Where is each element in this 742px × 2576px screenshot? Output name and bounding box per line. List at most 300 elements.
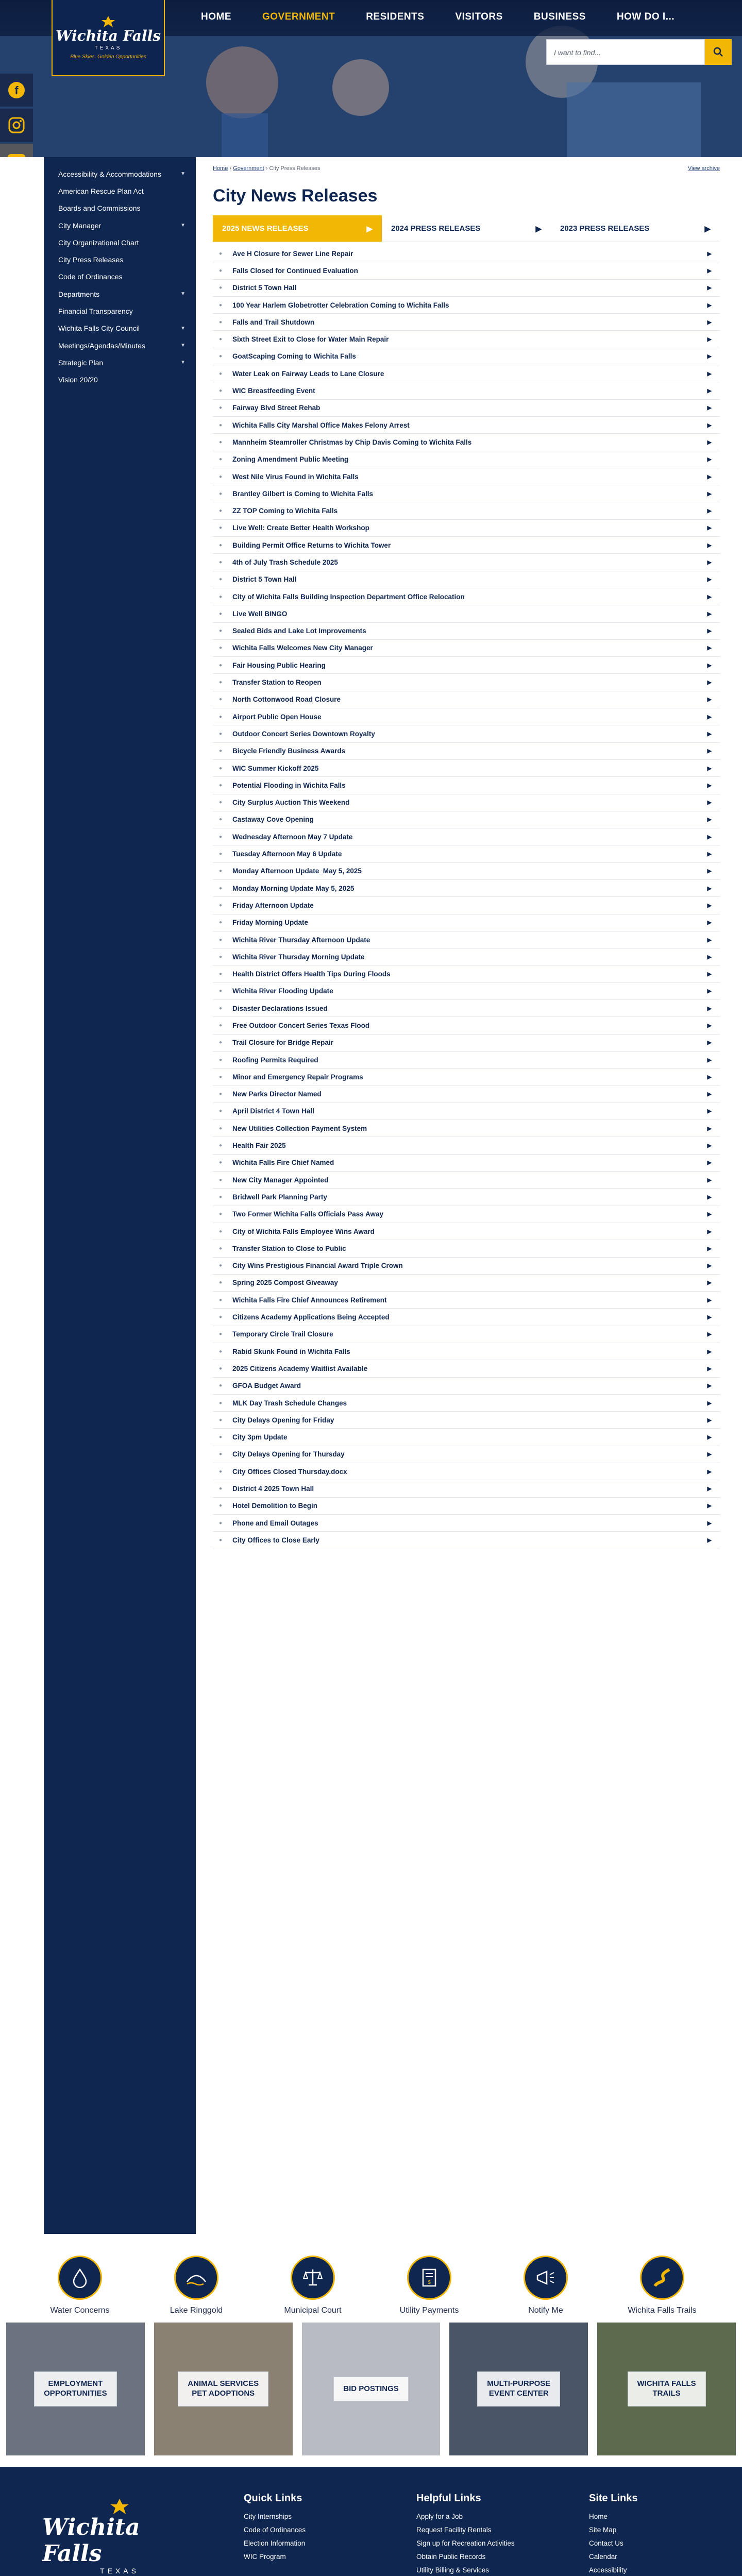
footer-link[interactable]: Code of Ordinances: [244, 2526, 306, 2534]
list-item[interactable]: [213, 1258, 720, 1275]
list-item[interactable]: [213, 1223, 720, 1240]
tile-trails[interactable]: [597, 2323, 736, 2455]
chevron-right-icon[interactable]: ▶: [707, 988, 712, 995]
list-item[interactable]: [213, 674, 720, 691]
list-item[interactable]: [213, 948, 720, 965]
chevron-right-icon[interactable]: ▶: [707, 422, 712, 429]
list-item[interactable]: [213, 1086, 720, 1103]
chevron-right-icon[interactable]: ▶: [707, 765, 712, 772]
chevron-right-icon[interactable]: ▶: [707, 1348, 712, 1355]
release-title[interactable]: Outdoor Concert Series Downtown Royalty: [232, 730, 375, 738]
chevron-right-icon[interactable]: ▶: [707, 697, 712, 703]
list-item[interactable]: [213, 451, 720, 468]
chevron-right-icon: ▶: [366, 224, 373, 233]
release-title[interactable]: WIC Breastfeeding Event: [232, 387, 315, 395]
chevron-right-icon[interactable]: ▶: [707, 1245, 712, 1252]
chevron-right-icon[interactable]: ▶: [707, 662, 712, 669]
release-title[interactable]: City Delays Opening for Thursday: [232, 1450, 345, 1459]
footer-link[interactable]: Apply for a Job: [416, 2513, 463, 2520]
chevron-right-icon[interactable]: ▶: [707, 1486, 712, 1493]
release-title[interactable]: District 5 Town Hall: [232, 575, 297, 584]
release-title[interactable]: Transfer Station to Close to Public: [232, 1244, 346, 1252]
list-item[interactable]: [213, 691, 720, 708]
quick-link-utility-payments[interactable]: [391, 2256, 468, 2323]
chevron-right-icon[interactable]: ▶: [707, 851, 712, 858]
tab-label: 2023 PRESS RELEASES: [560, 224, 650, 233]
search-button[interactable]: [705, 39, 732, 65]
view-archive-link[interactable]: View archive: [687, 165, 720, 172]
chevron-right-icon[interactable]: ▶: [707, 1314, 712, 1321]
chevron-right-icon[interactable]: ▶: [707, 405, 712, 412]
list-item[interactable]: [213, 1035, 720, 1052]
list-item[interactable]: [213, 1189, 720, 1206]
list-item[interactable]: [213, 931, 720, 948]
tab-2024-press[interactable]: [382, 215, 551, 242]
list-item[interactable]: [213, 1275, 720, 1292]
list-item[interactable]: [213, 1498, 720, 1515]
release-title[interactable]: Minor and Emergency Repair Programs: [232, 1073, 363, 1081]
list-item[interactable]: [213, 1137, 720, 1154]
chevron-down-icon[interactable]: ▼: [180, 223, 185, 229]
release-title[interactable]: City Delays Opening for Friday: [232, 1416, 334, 1424]
release-title[interactable]: North Cottonwood Road Closure: [232, 696, 341, 704]
chevron-right-icon[interactable]: ▶: [707, 1177, 712, 1183]
chevron-right-icon[interactable]: ▶: [707, 937, 712, 943]
release-title[interactable]: Falls and Trail Shutdown: [232, 318, 315, 326]
list-item[interactable]: [213, 811, 720, 828]
list-item[interactable]: [213, 708, 720, 725]
chevron-right-icon[interactable]: ▶: [707, 611, 712, 617]
release-title[interactable]: WIC Summer Kickoff 2025: [232, 764, 319, 772]
chevron-right-icon[interactable]: ▶: [707, 1091, 712, 1098]
bullet-icon: ●: [219, 1400, 223, 1406]
list-item[interactable]: [213, 485, 720, 502]
list-item[interactable]: [213, 914, 720, 931]
release-title[interactable]: New Parks Director Named: [232, 1090, 322, 1098]
quick-link-water-concerns[interactable]: [41, 2256, 119, 2323]
chevron-right-icon[interactable]: ▶: [707, 319, 712, 326]
breadcrumb-government[interactable]: Government: [233, 165, 264, 172]
chevron-right-icon[interactable]: ▶: [707, 1108, 712, 1115]
release-title[interactable]: Monday Afternoon Update_May 5, 2025: [232, 867, 362, 875]
search-input[interactable]: I want to find...: [546, 39, 705, 65]
release-title[interactable]: GoatScaping Coming to Wichita Falls: [232, 352, 356, 361]
list-item[interactable]: [213, 1172, 720, 1189]
instagram-link[interactable]: [0, 109, 33, 142]
chevron-right-icon[interactable]: ▶: [707, 1194, 712, 1200]
list-item[interactable]: [213, 897, 720, 914]
list-item[interactable]: [213, 725, 720, 742]
chevron-right-icon[interactable]: ▶: [707, 1228, 712, 1235]
chevron-right-icon[interactable]: ▶: [707, 1005, 712, 1012]
chevron-right-icon[interactable]: ▶: [707, 439, 712, 446]
footer-link[interactable]: Request Facility Rentals: [416, 2526, 492, 2534]
footer-link[interactable]: Utility Billing & Services: [416, 2566, 490, 2574]
list-item[interactable]: [213, 297, 720, 314]
chevron-right-icon[interactable]: ▶: [707, 834, 712, 840]
release-title[interactable]: Temporary Circle Trail Closure: [232, 1330, 333, 1338]
list-item[interactable]: [213, 640, 720, 657]
chevron-right-icon[interactable]: ▶: [707, 1503, 712, 1510]
chevron-down-icon[interactable]: ▼: [180, 291, 185, 297]
list-item[interactable]: [213, 1206, 720, 1223]
release-title[interactable]: Live Well BINGO: [232, 609, 288, 618]
list-item[interactable]: [213, 1412, 720, 1429]
list-item[interactable]: [213, 314, 720, 331]
release-title[interactable]: Wichita Falls Fire Chief Announces Retirement: [232, 1296, 387, 1304]
list-item[interactable]: [213, 1395, 720, 1412]
release-title[interactable]: Wichita Falls City Marshal Office Makes Felony Arrest: [232, 421, 410, 429]
list-item[interactable]: [213, 1017, 720, 1034]
list-item[interactable]: [213, 588, 720, 605]
release-title[interactable]: City of Wichita Falls Building Inspection Department Office Relocation: [232, 592, 465, 601]
chevron-right-icon[interactable]: ▶: [707, 525, 712, 532]
chevron-right-icon[interactable]: ▶: [707, 508, 712, 515]
list-item[interactable]: [213, 1480, 720, 1497]
list-item[interactable]: [213, 965, 720, 982]
release-title[interactable]: Sealed Bids and Lake Lot Improvements: [232, 627, 366, 635]
chevron-right-icon[interactable]: ▶: [707, 1125, 712, 1132]
release-title[interactable]: 100 Year Harlem Globetrotter Celebration Coming to Wichita Falls: [232, 301, 449, 309]
release-title[interactable]: Water Leak on Fairway Leads to Lane Closure: [232, 369, 384, 378]
quick-link-trails[interactable]: [623, 2256, 701, 2323]
list-item[interactable]: [213, 1069, 720, 1086]
list-item[interactable]: [213, 1000, 720, 1017]
release-title[interactable]: Fairway Blvd Street Rehab: [232, 404, 321, 412]
chevron-right-icon[interactable]: ▶: [707, 285, 712, 292]
list-item[interactable]: [213, 348, 720, 365]
chevron-right-icon[interactable]: ▶: [707, 731, 712, 737]
sidebar-item[interactable]: [44, 268, 196, 285]
release-title[interactable]: Monday Morning Update May 5, 2025: [232, 884, 355, 892]
release-title[interactable]: Brantley Gilbert is Coming to Wichita Falls: [232, 489, 373, 498]
quick-link-municipal-court[interactable]: [274, 2256, 351, 2323]
release-title[interactable]: Ave H Closure for Sewer Line Repair: [232, 249, 353, 258]
bullet-icon: ●: [219, 1160, 223, 1166]
release-title[interactable]: Spring 2025 Compost Giveaway: [232, 1279, 338, 1287]
chevron-right-icon[interactable]: ▶: [707, 267, 712, 274]
release-title[interactable]: Disaster Declarations Issued: [232, 1004, 328, 1012]
chevron-right-icon[interactable]: ▶: [707, 1040, 712, 1046]
chevron-right-icon[interactable]: ▶: [707, 1468, 712, 1475]
list-item[interactable]: [213, 863, 720, 880]
list-item[interactable]: [213, 1120, 720, 1137]
chevron-right-icon[interactable]: ▶: [707, 1023, 712, 1029]
release-title[interactable]: District 5 Town Hall: [232, 284, 297, 292]
release-title[interactable]: Bridwell Park Planning Party: [232, 1193, 327, 1201]
chevron-right-icon[interactable]: ▶: [707, 1280, 712, 1286]
chevron-right-icon[interactable]: ▶: [707, 954, 712, 960]
list-item[interactable]: [213, 262, 720, 279]
release-title[interactable]: Bicycle Friendly Business Awards: [232, 747, 346, 755]
list-item[interactable]: [213, 1360, 720, 1377]
release-title[interactable]: City Offices to Close Early: [232, 1536, 319, 1544]
release-title[interactable]: Falls Closed for Continued Evaluation: [232, 266, 358, 275]
footer-link[interactable]: Accessibility: [589, 2566, 627, 2574]
chevron-right-icon[interactable]: ▶: [707, 1417, 712, 1423]
list-item[interactable]: [213, 537, 720, 554]
tile-bid-postings[interactable]: [302, 2323, 441, 2455]
chevron-right-icon[interactable]: ▶: [707, 645, 712, 652]
list-item[interactable]: [213, 1446, 720, 1463]
list-item[interactable]: [213, 1052, 720, 1069]
list-item[interactable]: [213, 331, 720, 348]
release-title[interactable]: New Utilities Collection Payment System: [232, 1124, 367, 1132]
footer-link[interactable]: City Internships: [244, 2513, 292, 2520]
release-title[interactable]: Health Fair 2025: [232, 1142, 286, 1150]
footer-link[interactable]: Calendar: [589, 2553, 617, 2561]
release-title[interactable]: Friday Morning Update: [232, 919, 309, 927]
release-title[interactable]: City Wins Prestigious Financial Award Triple Crown: [232, 1262, 403, 1270]
chevron-right-icon[interactable]: ▶: [707, 1331, 712, 1338]
release-title[interactable]: Castaway Cove Opening: [232, 816, 314, 824]
release-title[interactable]: Hotel Demolition to Begin: [232, 1502, 318, 1510]
sidebar-item[interactable]: [44, 182, 196, 199]
release-title[interactable]: City Surplus Auction This Weekend: [232, 799, 350, 807]
release-title[interactable]: Rabid Skunk Found in Wichita Falls: [232, 1347, 350, 1355]
nav-business[interactable]: BUSINESS: [533, 11, 586, 22]
list-item[interactable]: [213, 365, 720, 382]
chevron-right-icon[interactable]: ▶: [707, 1143, 712, 1149]
chevron-right-icon[interactable]: ▶: [707, 680, 712, 686]
sidebar-item[interactable]: [44, 354, 196, 371]
bullet-icon: ●: [219, 680, 223, 686]
list-item[interactable]: [213, 1309, 720, 1326]
sidebar-item[interactable]: [44, 234, 196, 251]
footer-logo[interactable]: [42, 2492, 197, 2576]
release-title[interactable]: Tuesday Afternoon May 6 Update: [232, 850, 342, 858]
youtube-link[interactable]: [0, 144, 33, 157]
release-title[interactable]: Wichita Falls Fire Chief Named: [232, 1159, 334, 1167]
release-title[interactable]: City of Wichita Falls Employee Wins Award: [232, 1227, 375, 1235]
list-item[interactable]: [213, 1532, 720, 1549]
release-title[interactable]: Free Outdoor Concert Series Texas Flood: [232, 1022, 370, 1029]
release-title[interactable]: Live Well: Create Better Health Workshop: [232, 524, 369, 532]
sidebar-item[interactable]: [44, 217, 196, 234]
release-title[interactable]: Wichita Falls Welcomes New City Manager: [232, 644, 373, 652]
sidebar-item[interactable]: [44, 165, 196, 182]
release-title[interactable]: New City Manager Appointed: [232, 1176, 329, 1184]
chevron-right-icon[interactable]: ▶: [707, 353, 712, 360]
release-title[interactable]: Airport Public Open House: [232, 713, 322, 721]
release-title[interactable]: Wichita River Flooding Update: [232, 987, 333, 995]
chevron-down-icon[interactable]: ▼: [180, 343, 185, 349]
chevron-down-icon[interactable]: ▼: [180, 325, 185, 331]
chevron-right-icon[interactable]: ▶: [707, 782, 712, 789]
chevron-right-icon[interactable]: ▶: [707, 559, 712, 566]
release-title[interactable]: Mannheim Steamroller Christmas by Chip Davis Coming to Wichita Falls: [232, 438, 472, 446]
nav-home[interactable]: HOME: [201, 11, 231, 22]
list-item[interactable]: [213, 743, 720, 760]
list-item[interactable]: [213, 280, 720, 297]
list-item[interactable]: [213, 828, 720, 845]
list-item[interactable]: [213, 245, 720, 262]
nav-visitors[interactable]: VISITORS: [455, 11, 503, 22]
chevron-right-icon[interactable]: ▶: [707, 1434, 712, 1441]
list-item[interactable]: [213, 1378, 720, 1395]
release-title[interactable]: Wichita River Thursday Afternoon Update: [232, 936, 370, 944]
chevron-right-icon[interactable]: ▶: [707, 577, 712, 583]
release-title[interactable]: City 3pm Update: [232, 1433, 288, 1442]
tile-animal-services[interactable]: [154, 2323, 293, 2455]
list-item[interactable]: [213, 1103, 720, 1120]
release-title[interactable]: Citizens Academy Applications Being Accepted: [232, 1313, 390, 1321]
star-icon: [98, 16, 119, 27]
list-item[interactable]: [213, 468, 720, 485]
release-title[interactable]: Zoning Amendment Public Meeting: [232, 455, 349, 464]
release-title[interactable]: Two Former Wichita Falls Officials Pass Away: [232, 1210, 384, 1218]
list-item[interactable]: [213, 1240, 720, 1257]
chevron-right-icon[interactable]: ▶: [707, 971, 712, 978]
chevron-right-icon[interactable]: ▶: [707, 1057, 712, 1063]
chevron-right-icon[interactable]: ▶: [707, 302, 712, 309]
nav-residents[interactable]: RESIDENTS: [366, 11, 425, 22]
release-title[interactable]: Phone and Email Outages: [232, 1519, 318, 1527]
chevron-right-icon[interactable]: ▶: [707, 1365, 712, 1372]
chevron-down-icon[interactable]: ▼: [180, 171, 185, 177]
list-item[interactable]: [213, 845, 720, 862]
chevron-right-icon[interactable]: ▶: [707, 473, 712, 480]
release-title[interactable]: 4th of July Trash Schedule 2025: [232, 558, 338, 566]
chevron-right-icon[interactable]: ▶: [707, 456, 712, 463]
chevron-down-icon[interactable]: ▼: [180, 360, 185, 366]
release-title[interactable]: District 4 2025 Town Hall: [232, 1485, 314, 1493]
chevron-right-icon[interactable]: ▶: [707, 1074, 712, 1080]
list-item[interactable]: [213, 880, 720, 897]
release-title[interactable]: Transfer Station to Reopen: [232, 679, 322, 687]
release-title[interactable]: Friday Afternoon Update: [232, 901, 314, 909]
facebook-link[interactable]: [0, 74, 33, 107]
chevron-right-icon[interactable]: ▶: [707, 336, 712, 343]
footer-link[interactable]: Site Map: [589, 2526, 617, 2534]
list-item[interactable]: [213, 760, 720, 777]
nav-government[interactable]: GOVERNMENT: [262, 11, 335, 22]
chevron-right-icon[interactable]: ▶: [707, 748, 712, 755]
bullet-icon: ●: [219, 662, 223, 668]
footer-link[interactable]: WIC Program: [244, 2553, 286, 2561]
list-item[interactable]: [213, 434, 720, 451]
list-item[interactable]: [213, 1155, 720, 1172]
list-item[interactable]: [213, 571, 720, 588]
chevron-right-icon[interactable]: ▶: [707, 250, 712, 257]
release-title[interactable]: Sixth Street Exit to Close for Water Main Repair: [232, 335, 389, 344]
chevron-right-icon[interactable]: ▶: [707, 817, 712, 823]
tile-employment[interactable]: [6, 2323, 145, 2455]
footer-link[interactable]: Contact Us: [589, 2539, 623, 2547]
quick-link-lake-ringgold[interactable]: [158, 2256, 235, 2323]
list-item[interactable]: [213, 794, 720, 811]
release-title[interactable]: Health District Offers Health Tips During Floods: [232, 970, 391, 978]
footer-link[interactable]: Home: [589, 2513, 608, 2520]
release-title[interactable]: City Offices Closed Thursday.docx: [232, 1467, 347, 1476]
footer-link[interactable]: Election Information: [244, 2539, 306, 2547]
chevron-right-icon[interactable]: ▶: [707, 1160, 712, 1166]
sidebar-item[interactable]: [44, 371, 196, 388]
sidebar-item-label: Meetings/Agendas/Minutes: [58, 341, 145, 350]
chevron-right-icon[interactable]: ▶: [707, 1537, 712, 1544]
chevron-right-icon[interactable]: ▶: [707, 800, 712, 806]
list-item[interactable]: [213, 1463, 720, 1480]
sidebar-item[interactable]: [44, 200, 196, 217]
release-title[interactable]: April District 4 Town Hall: [232, 1107, 314, 1115]
release-title[interactable]: 2025 Citizens Academy Waitlist Available: [232, 1364, 368, 1372]
list-item[interactable]: [213, 502, 720, 519]
site-logo[interactable]: [52, 0, 165, 76]
list-item[interactable]: [213, 1515, 720, 1532]
list-item[interactable]: [213, 520, 720, 537]
list-item[interactable]: [213, 1429, 720, 1446]
release-title[interactable]: Fair Housing Public Hearing: [232, 661, 326, 669]
sidebar-item[interactable]: [44, 320, 196, 337]
chevron-right-icon[interactable]: ▶: [707, 1400, 712, 1406]
chevron-right-icon[interactable]: ▶: [707, 1297, 712, 1303]
chevron-right-icon[interactable]: ▶: [707, 1520, 712, 1527]
list-item[interactable]: [213, 382, 720, 399]
tile-event-center[interactable]: [449, 2323, 588, 2455]
footer-link[interactable]: Sign up for Recreation Activities: [416, 2539, 515, 2547]
release-title[interactable]: Building Permit Office Returns to Wichita Tower: [232, 541, 391, 549]
chevron-right-icon[interactable]: ▶: [707, 920, 712, 926]
sidebar-item[interactable]: [44, 302, 196, 319]
list-item[interactable]: [213, 623, 720, 640]
bullet-icon: ●: [219, 1143, 223, 1149]
release-title[interactable]: Roofing Permits Required: [232, 1056, 318, 1064]
footer-link[interactable]: Obtain Public Records: [416, 2553, 486, 2561]
release-title[interactable]: Wednesday Afternoon May 7 Update: [232, 833, 353, 841]
list-item[interactable]: [213, 554, 720, 571]
list-item[interactable]: [213, 417, 720, 434]
list-item[interactable]: [213, 1326, 720, 1343]
release-title[interactable]: Trail Closure for Bridge Repair: [232, 1039, 333, 1047]
release-title[interactable]: Wichita River Thursday Morning Update: [232, 953, 365, 961]
chevron-right-icon[interactable]: ▶: [707, 1211, 712, 1218]
release-title[interactable]: MLK Day Trash Schedule Changes: [232, 1399, 347, 1407]
chevron-right-icon[interactable]: ▶: [707, 542, 712, 549]
chevron-right-icon[interactable]: ▶: [707, 1263, 712, 1269]
chevron-right-icon[interactable]: ▶: [707, 370, 712, 377]
chevron-right-icon[interactable]: ▶: [707, 868, 712, 875]
list-item[interactable]: [213, 983, 720, 1000]
breadcrumb-home[interactable]: Home: [213, 165, 228, 172]
chevron-right-icon[interactable]: ▶: [707, 1451, 712, 1458]
quick-link-notify-me[interactable]: [507, 2256, 584, 2323]
chevron-right-icon[interactable]: ▶: [707, 902, 712, 909]
tab-2023-press[interactable]: [551, 215, 720, 242]
list-item[interactable]: [213, 777, 720, 794]
nav-how-do-i[interactable]: HOW DO I...: [616, 11, 675, 22]
release-title[interactable]: GFOA Budget Award: [232, 1382, 301, 1390]
list-item[interactable]: [213, 400, 720, 417]
list-item[interactable]: [213, 1343, 720, 1360]
list-item[interactable]: [213, 605, 720, 622]
release-title[interactable]: Potential Flooding in Wichita Falls: [232, 781, 346, 789]
chevron-right-icon[interactable]: ▶: [707, 594, 712, 600]
sidebar-item[interactable]: [44, 285, 196, 302]
chevron-right-icon[interactable]: ▶: [707, 885, 712, 892]
chevron-right-icon[interactable]: ▶: [707, 628, 712, 635]
release-title[interactable]: West Nile Virus Found in Wichita Falls: [232, 472, 359, 481]
chevron-right-icon[interactable]: ▶: [707, 490, 712, 497]
chevron-right-icon[interactable]: ▶: [707, 388, 712, 395]
list-item[interactable]: [213, 657, 720, 674]
tab-2025-news[interactable]: [213, 215, 382, 242]
sidebar-item[interactable]: [44, 337, 196, 354]
list-item[interactable]: [213, 1292, 720, 1309]
sidebar-item[interactable]: [44, 251, 196, 268]
chevron-right-icon[interactable]: ▶: [707, 1383, 712, 1389]
chevron-right-icon[interactable]: ▶: [707, 714, 712, 720]
release-title[interactable]: ZZ TOP Coming to Wichita Falls: [232, 507, 338, 515]
